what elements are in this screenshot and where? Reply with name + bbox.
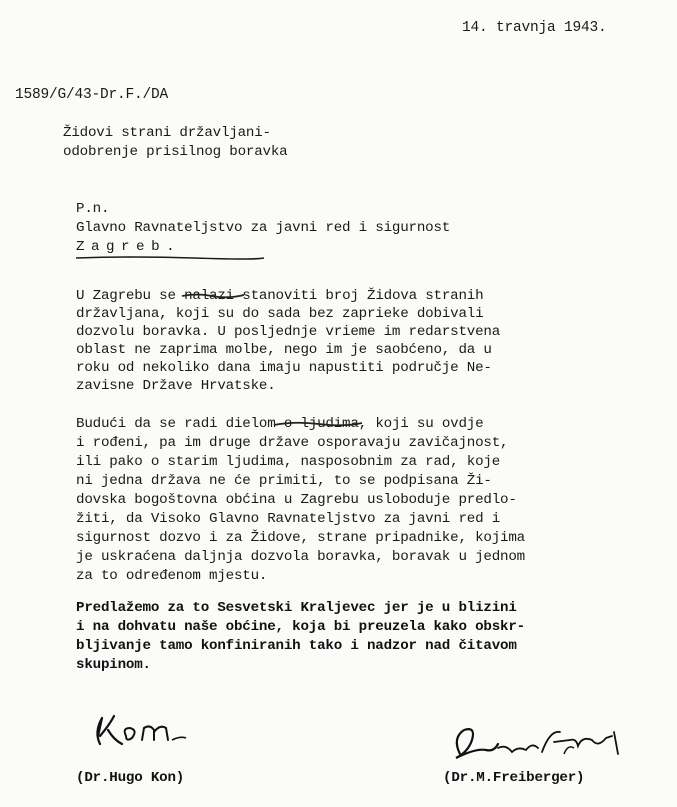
- paragraph-2-line-6: žiti, da Visoko Glavno Ravnateljstvo za javni red i: [76, 511, 501, 527]
- paragraph-3-line-4: skupinom.: [76, 657, 151, 673]
- p2-l1-before: Budući da se radi dielom: [76, 416, 276, 432]
- p2-l1-after: , koji su ovdje: [358, 416, 484, 432]
- recipient-city-underline: [74, 255, 274, 261]
- handwritten-strikethrough: [274, 420, 364, 430]
- paragraph-1-line-6: zavisne Države Hrvatske.: [76, 378, 276, 394]
- paragraph-2-line-9: za to određenom mjestu.: [76, 568, 268, 584]
- paragraph-2-line-8: je uskraćena daljnja dozvola boravka, boravak u jednom: [76, 549, 525, 565]
- recipient-prefix: P.n.: [76, 201, 110, 217]
- paragraph-2-line-4: ni jedna država ne će primiti, to se podpisana Ži-: [76, 473, 492, 489]
- struck-text: [276, 417, 359, 431]
- signatory-left-name: (Dr.Hugo Kon): [76, 770, 185, 786]
- handwritten-strikethrough: [182, 292, 252, 302]
- paragraph-3-line-2: i na dohvatu naše obćine, koja bi preuzela kako obskr-: [76, 619, 525, 635]
- recipient-city: Zagreb.: [76, 239, 182, 255]
- paragraph-1-line-1: [76, 289, 483, 303]
- paragraph-2-line-2: i rođeni, pa im druge države osporavaju zavičajnost,: [76, 435, 509, 451]
- paragraph-1-line-4: oblast ne zaprima molbe, nego im je saobćeno, da u: [76, 342, 492, 358]
- paragraph-2-line-3: ili pako o starim ljudima, nasposobnim za rad, koje: [76, 454, 501, 470]
- paragraph-1-line-3: dozvolu boravka. U posljednje vrieme im redarstvena: [76, 324, 501, 340]
- paragraph-3-line-3: bljivanje tamo konfiniranih tako i nadzor nad čitavom: [76, 638, 517, 654]
- signature-freiberger: [446, 718, 636, 774]
- paragraph-3-line-1: Predlažemo za to Sesvetski Kraljevec jer je u blizini: [76, 600, 517, 616]
- paragraph-2-line-1: [76, 417, 483, 431]
- paragraph-1-line-5: roku od nekoliko dana imaju napustiti područje Ne-: [76, 360, 492, 376]
- paragraph-2-line-5: dovska bogoštovna obćina u Zagrebu usloboduje predlo-: [76, 492, 517, 508]
- p1-l1-after: stanoviti broj Židova stranih: [242, 288, 484, 304]
- struck-text: [184, 289, 242, 303]
- recipient-name: Glavno Ravnateljstvo za javni red i sigurnost: [76, 220, 451, 236]
- paragraph-1-line-2: državljana, koji su do sada bez zapriеke dobivali: [76, 306, 484, 322]
- p2-l1-struck: o ljudima: [275, 416, 359, 432]
- subject-line-2: odobrenje prisilnog boravka: [63, 144, 288, 160]
- p1-l1-struck: nalazi: [184, 288, 243, 304]
- subject-line-1: Židovi strani državljani-: [63, 125, 271, 141]
- signatory-right-name: (Dr.M.Freiberger): [443, 770, 585, 786]
- signature-kon: [88, 706, 198, 754]
- paragraph-2-line-7: sigurnost dozvo i za Židove, strane pripadnike, kojima: [76, 530, 525, 546]
- letter-date: 14. travnja 1943.: [462, 20, 607, 36]
- reference-number: 1589/G/43-Dr.F./DA: [15, 87, 169, 103]
- p1-l1-before: U Zagrebu se: [76, 288, 185, 304]
